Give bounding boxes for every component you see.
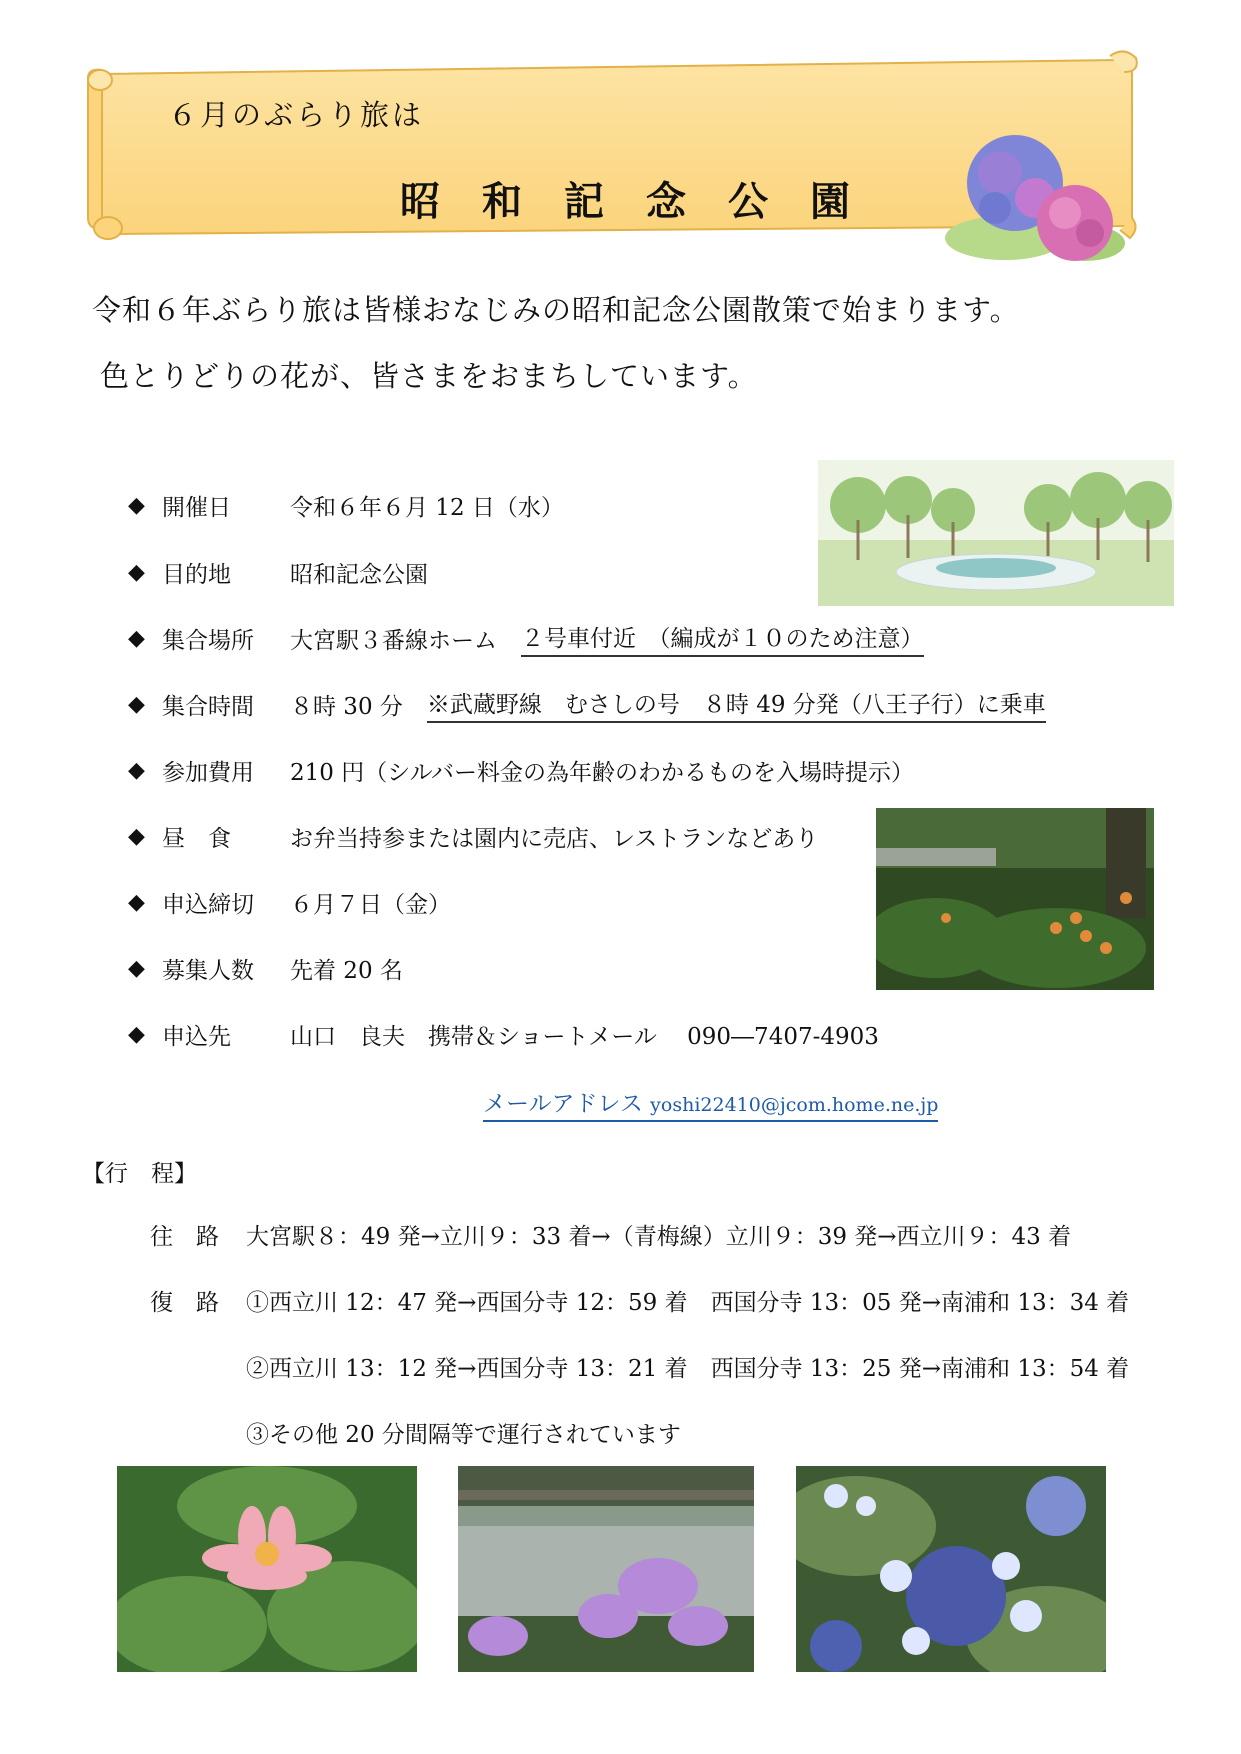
detail-row-meeting-place <box>128 621 924 655</box>
detail-value-note: ※武蔵野線 むさしの号 ８時 49 分発（八王子行）に乗車 <box>427 686 1046 723</box>
detail-key: 集合時間 <box>162 693 254 720</box>
schedule-heading: 【行 程】 <box>82 1161 197 1187</box>
return-label: 復 路 <box>150 1290 219 1316</box>
detail-key: 開催日 <box>162 494 231 521</box>
detail-value: 山口 良夫 携帯＆ショートメール 090―7407-4903 <box>290 1023 879 1050</box>
detail-key: 参加費用 <box>162 759 254 786</box>
diamond-bullet-icon: ◆ <box>128 757 145 783</box>
detail-key: 募集人数 <box>162 957 254 984</box>
diamond-bullet-icon: ◆ <box>128 492 145 518</box>
diamond-bullet-icon: ◆ <box>128 625 145 651</box>
diamond-bullet-icon: ◆ <box>128 1021 145 1047</box>
detail-value: 大宮駅３番線ホーム <box>290 627 497 654</box>
outbound-label: 往 路 <box>150 1224 219 1250</box>
hydrangea-illustration <box>935 118 1135 268</box>
hydrangea-photo <box>796 1466 1106 1672</box>
detail-row-date <box>128 488 564 522</box>
detail-value: 先着 20 名 <box>290 957 403 984</box>
banner-title: 昭和記念公園 <box>400 178 892 225</box>
detail-key: 集合場所 <box>162 627 254 654</box>
detail-key: 申込締切 <box>162 891 254 918</box>
email-address: yoshi22410@jcom.home.ne.jp <box>650 1094 939 1116</box>
diamond-bullet-icon: ◆ <box>128 823 145 849</box>
return-route-1: ①西立川 12：47 発→西国分寺 12：59 着 西国分寺 13：05 発→南浦和 13：34 着 <box>246 1290 1130 1316</box>
water-lily-photo <box>117 1466 417 1672</box>
detail-value: ６月７日（金） <box>290 891 451 918</box>
email-link[interactable] <box>483 1085 938 1122</box>
detail-key: 昼 食 <box>162 825 231 852</box>
detail-key: 申込先 <box>162 1023 231 1050</box>
detail-row-lunch <box>128 819 818 853</box>
lily-garden-photo <box>876 808 1154 990</box>
return-route-3: ③その他 20 分間隔等で運行されています <box>246 1422 681 1448</box>
email-label: メールアドレス <box>483 1091 643 1117</box>
detail-value: 昭和記念公園 <box>290 561 428 588</box>
detail-row-fee <box>128 753 914 787</box>
intro-line-1: 令和６年ぶらり旅は皆様おなじみの昭和記念公園散策で始まります。 <box>92 293 1020 327</box>
detail-value: ８時 30 分 <box>290 693 403 720</box>
diamond-bullet-icon: ◆ <box>128 955 145 981</box>
detail-row-contact <box>128 1017 879 1051</box>
detail-row-destination <box>128 555 428 589</box>
detail-value-note: ２号車付近 （編成が１０のため注意） <box>521 620 924 657</box>
detail-key: 目的地 <box>162 561 231 588</box>
outbound-route: 大宮駅８：49 発→立川９：33 着→（青梅線）立川９：39 発→西立川９：43 着 <box>246 1224 1072 1250</box>
detail-value: 令和６年６月 12 日（水） <box>290 494 564 521</box>
detail-value: お弁当持参または園内に売店、レストランなどあり <box>290 825 819 852</box>
detail-row-capacity <box>128 951 403 985</box>
detail-row-deadline <box>128 885 451 919</box>
detail-value: 210 円（シルバー料金の為年齢のわかるものを入場時提示） <box>290 759 915 786</box>
park-trees-illustration <box>818 460 1174 606</box>
iris-photo <box>458 1466 754 1672</box>
intro-line-2: 色とりどりの花が、皆さまをおまちしています。 <box>100 359 758 393</box>
diamond-bullet-icon: ◆ <box>128 691 145 717</box>
detail-row-meeting-time <box>128 687 1046 721</box>
diamond-bullet-icon: ◆ <box>128 889 145 915</box>
diamond-bullet-icon: ◆ <box>128 559 145 585</box>
return-route-2: ②西立川 13：12 発→西国分寺 13：21 着 西国分寺 13：25 発→南浦和 13：54 着 <box>246 1356 1130 1382</box>
title-banner <box>80 48 1140 270</box>
banner-subtitle: ６月のぶらり旅は <box>168 98 425 132</box>
